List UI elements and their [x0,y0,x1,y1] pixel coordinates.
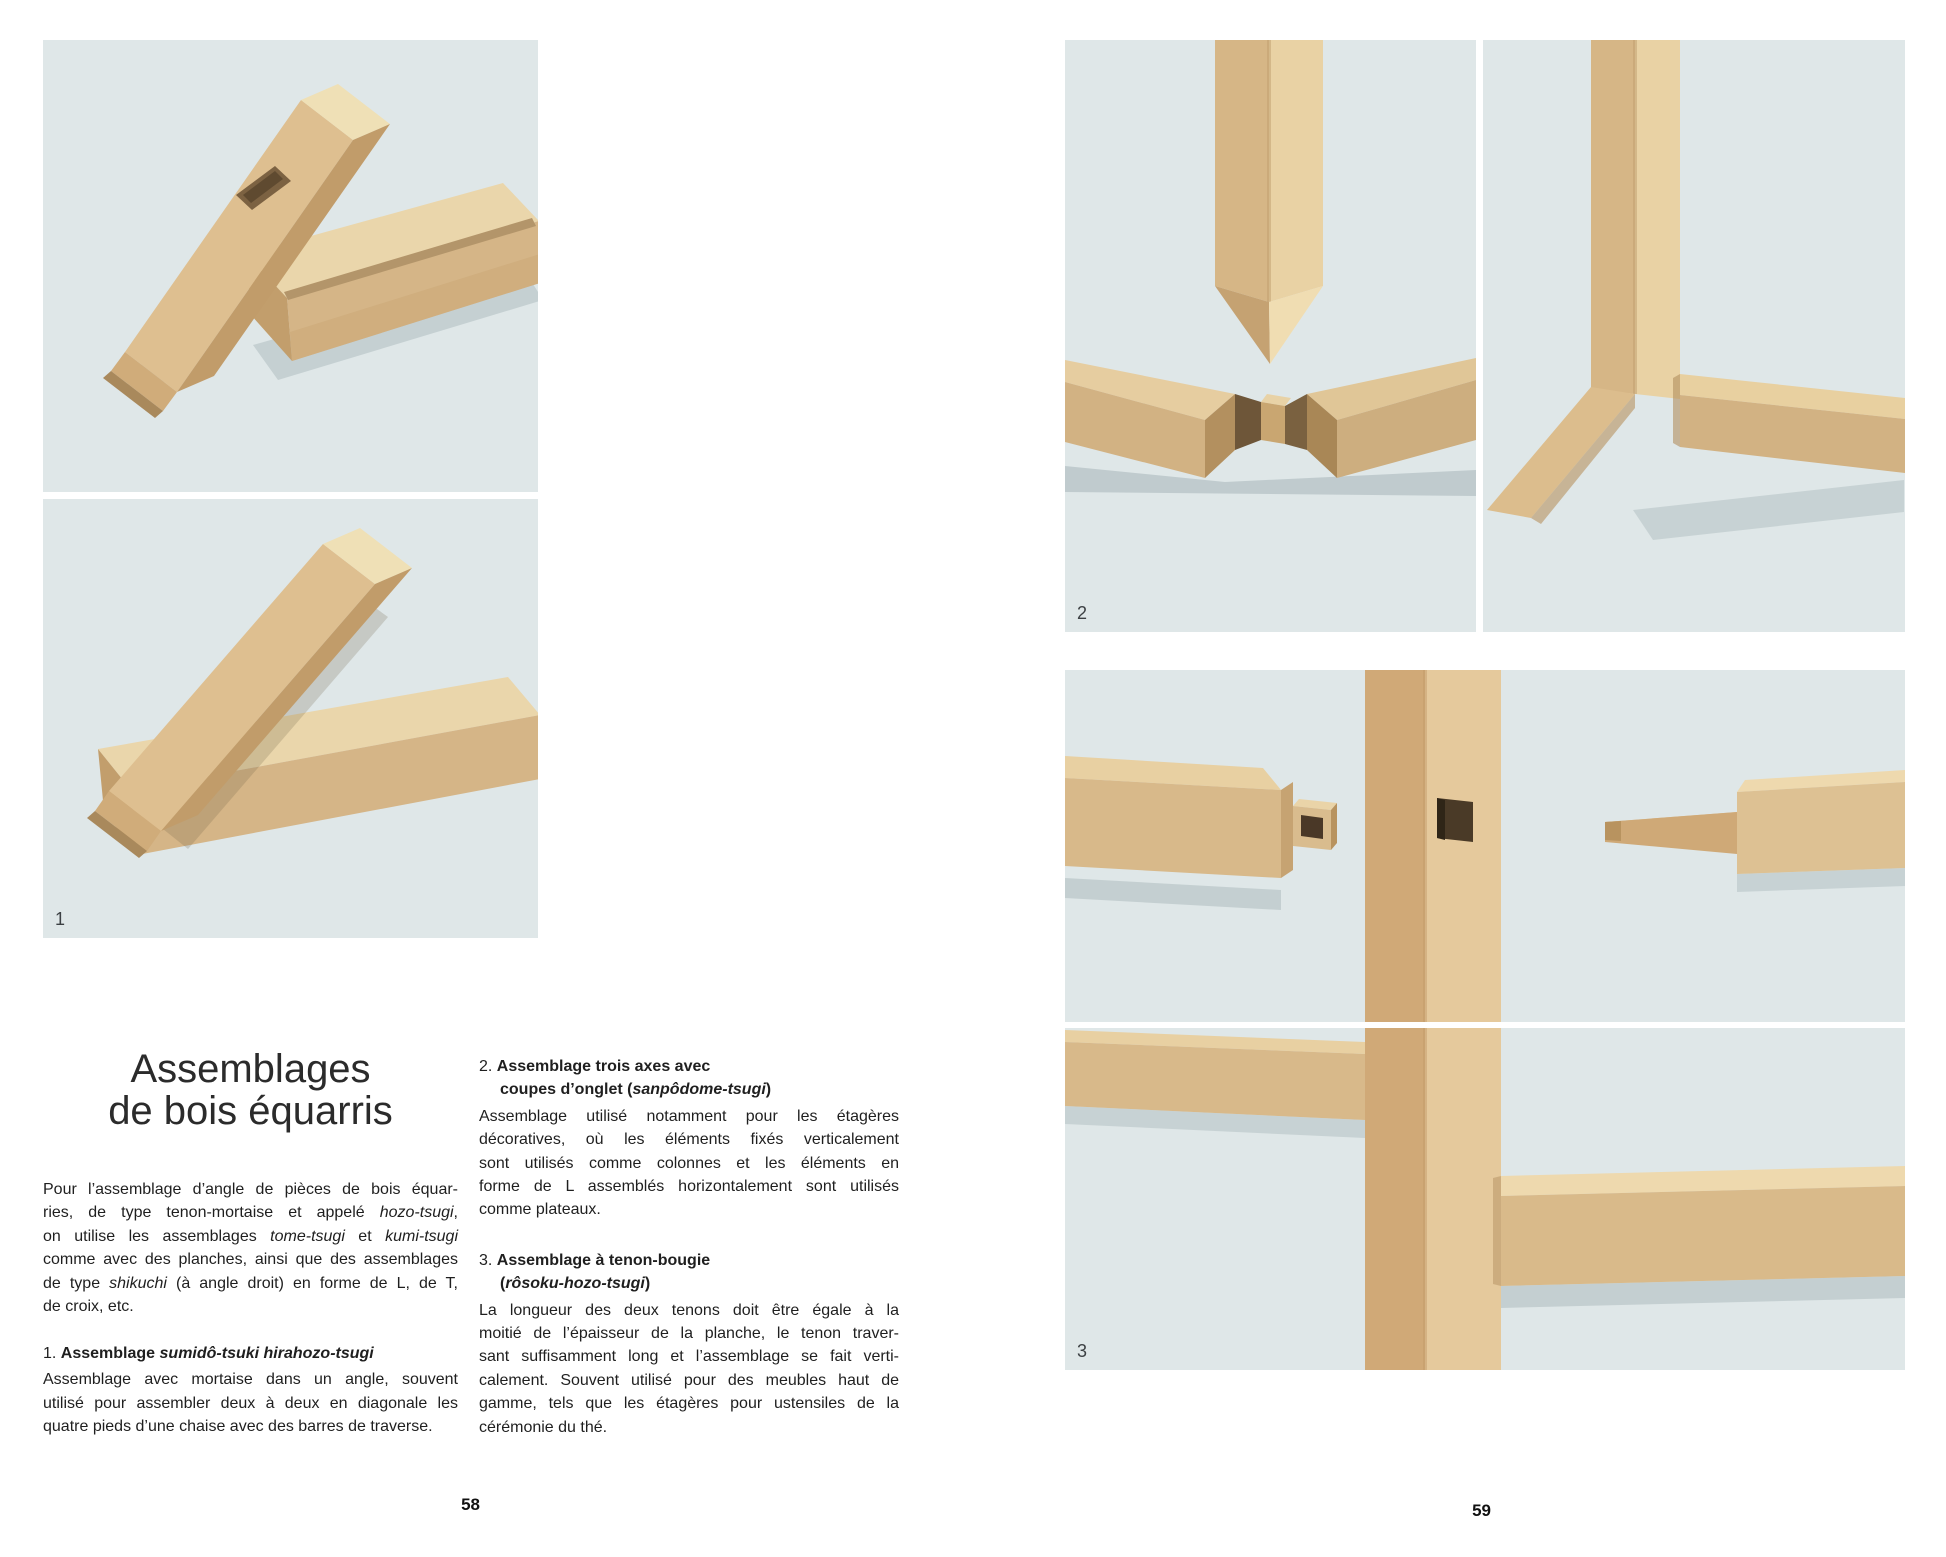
post-right-face [1635,40,1680,399]
text-line: on utilise les assemblages tome-tsugi et kumi-tsugi [43,1227,458,1245]
text-line: forme de L assemblés horizontalement sont utilisés [479,1178,899,1196]
text-line: de croix, etc. [43,1298,134,1316]
text-line: de type shikuchi (à angle droit) en forme de L, de T, [43,1274,458,1292]
figure-3-photo-top [1065,670,1905,1022]
center-tenon [1261,402,1285,444]
post-right-face [1425,1028,1501,1370]
figure-2-photo-left [1065,40,1476,632]
text-line: (rôsoku-hozo-tsugi) [500,1275,651,1293]
text-line: utilisé pour assembler deux à deux en diagonale les [43,1394,458,1412]
rail-post-joint-line [1493,1176,1501,1286]
post-right-face [1425,670,1501,1022]
text-line: coupes d’onglet (sanpôdome-tsugi) [500,1081,772,1099]
figure-2-label: 2 [1077,603,1088,623]
chapter-title-line-1: Assemblages [130,1047,371,1091]
left-rail-end-face [1281,782,1293,878]
text-line: 3. Assemblage à tenon-bougie [479,1251,711,1269]
wood-joint-illustration-2a [1065,40,1476,632]
post-right-face [1269,40,1323,302]
left-rail-front [1065,778,1281,878]
candle-tenon [1605,812,1737,854]
wood-joint-illustration-3b [1065,1028,1905,1370]
page-number-left: 58 [461,1495,480,1514]
post-left-face [1215,40,1269,302]
text-line: comme avec des planches, ainsi que des assemblages [43,1251,458,1269]
figure-3-photo-bottom [1065,1028,1905,1370]
post-left-face [1365,670,1425,1022]
right-rail-front [1501,1186,1905,1286]
tenon-side [1331,803,1337,850]
assembly-shadow [1065,466,1476,496]
text-line: La longueur des deux tenons doit être égale à la [479,1301,899,1319]
rail-shadow [1633,480,1904,540]
candle-tenon-tip [1605,821,1621,841]
figure-2-photo-right [1483,40,1905,632]
notch-dark-right [1285,394,1307,450]
text-line: Assemblage utilisé notamment pour les étagères [479,1107,899,1125]
right-rail-front [1737,782,1905,874]
post-corner-edge [1423,670,1427,1022]
left-rail-shadow [1065,878,1281,910]
text-line: calement. Souvent utilisé pour des meubles haut de [479,1371,899,1389]
post-corner-edge [1267,40,1271,302]
joint-miter-line [1673,374,1680,447]
text-line: ries, de type tenon-mortaise et appelé hozo-tsugi, [43,1204,458,1222]
text-line: 1. Assemblage sumidô-tsuki hirahozo-tsugi [43,1345,374,1362]
notch-dark-left [1235,394,1261,450]
figure-1-label: 1 [55,909,66,929]
text-line: cérémonie du thé. [479,1418,608,1436]
figure-3-label: 3 [1077,1341,1088,1361]
chapter-title-line-2: de bois équarris [108,1089,393,1133]
tenon-hollow [1301,815,1323,839]
post-left-face [1591,40,1635,394]
text-line: Assemblage avec mortaise dans un angle, souvent [43,1371,458,1389]
post-corner-edge [1423,1028,1427,1370]
text-line: gamme, tels que les étagères pour ustensiles de la [479,1395,899,1413]
wood-joint-illustration-3a [1065,670,1905,1022]
text-line: décoratives, où les éléments fixés verticalement [479,1131,899,1149]
text-line: quatre pieds d’une chaise avec des barres de traverse. [43,1418,433,1436]
mortise-hole-inner [1437,798,1445,840]
page-number-right: 59 [1472,1501,1491,1520]
wood-joint-illustration-2b [1483,40,1905,632]
post-corner-edge [1633,40,1637,394]
text-line: Pour l’assemblage d’angle de pièces de bois équar- [43,1181,458,1198]
text-line: sant suffisamment long et l’assemblage se fait verti- [479,1348,899,1366]
text-line: comme plateaux. [479,1201,601,1219]
post-left-face [1365,1028,1425,1370]
text-line: sont utilisés comme colonnes et les éléments en [479,1154,899,1172]
text-line: 2. Assemblage trois axes avec [479,1058,711,1075]
text-line: moitié de l’épaisseur de la planche, le tenon traver- [479,1325,899,1343]
